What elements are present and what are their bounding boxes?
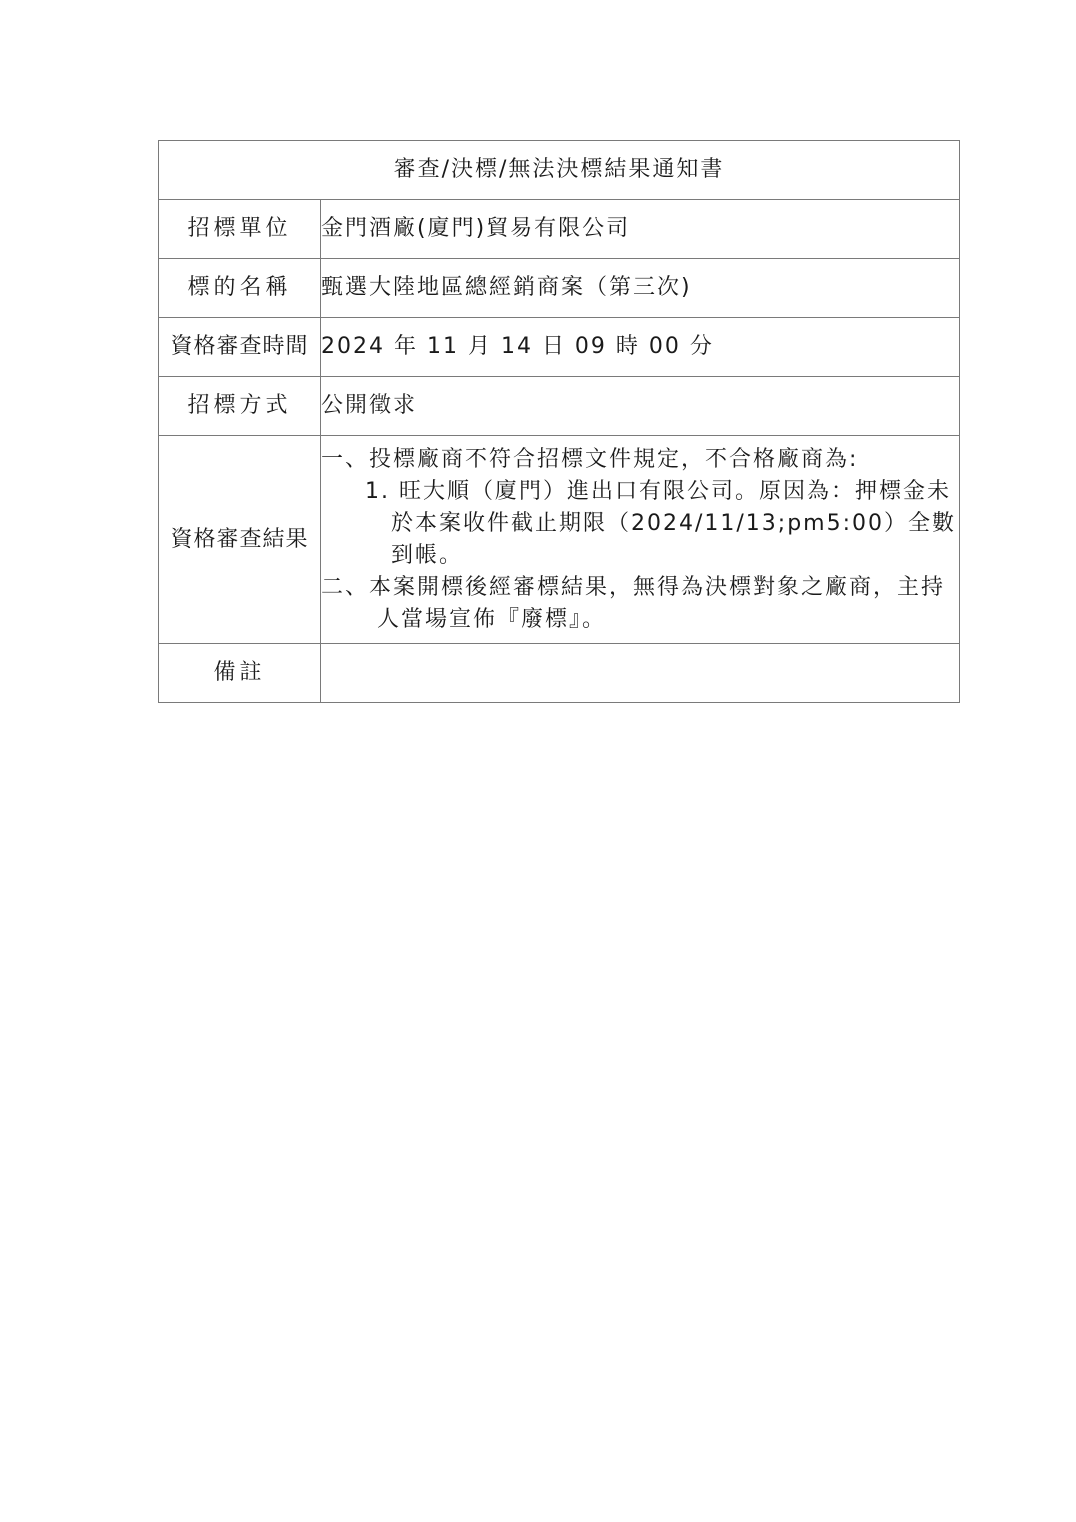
review-time-row: [159, 318, 960, 377]
remarks-row: [159, 644, 960, 703]
subject-name-value: 甄選大陸地區總經銷商案（第三次): [321, 259, 960, 318]
remarks-value: [321, 644, 960, 703]
tender-unit-label: 招標單位: [159, 200, 321, 259]
tender-method-label: 招標方式: [159, 377, 321, 436]
subject-name-row: [159, 259, 960, 318]
review-time-label: 資格審查時間: [159, 318, 321, 377]
review-time-value: 2024 年 11 月 14 日 09 時 00 分: [321, 318, 960, 377]
result-item-1: 一、投標廠商不符合招標文件規定，不合格廠商為:: [321, 446, 859, 472]
review-result-label: 資格審查結果: [159, 436, 321, 644]
notice-table: [158, 140, 960, 703]
tender-unit-row: [159, 200, 960, 259]
remarks-label: 備註: [159, 644, 321, 703]
title-row: [159, 141, 960, 200]
tender-method-row: [159, 377, 960, 436]
result-item-2: 二、本案開標後經審標結果，無得為決標對象之廠商，主持人當場宣佈『廢標』。: [321, 574, 946, 632]
review-result-row: [159, 436, 960, 644]
document-title: 審查/決標/無法決標結果通知書: [159, 141, 960, 200]
result-item-1-sub-1: 1. 旺大順（廈門）進出口有限公司。原因為：押標金未於本案收件截止期限（2024/11/13;pm5:00）全數到帳。: [365, 478, 957, 568]
review-result-value: [321, 436, 960, 644]
tender-unit-value: 金門酒廠(廈門)貿易有限公司: [321, 200, 960, 259]
subject-name-label: 標的名稱: [159, 259, 321, 318]
tender-method-value: 公開徵求: [321, 377, 960, 436]
